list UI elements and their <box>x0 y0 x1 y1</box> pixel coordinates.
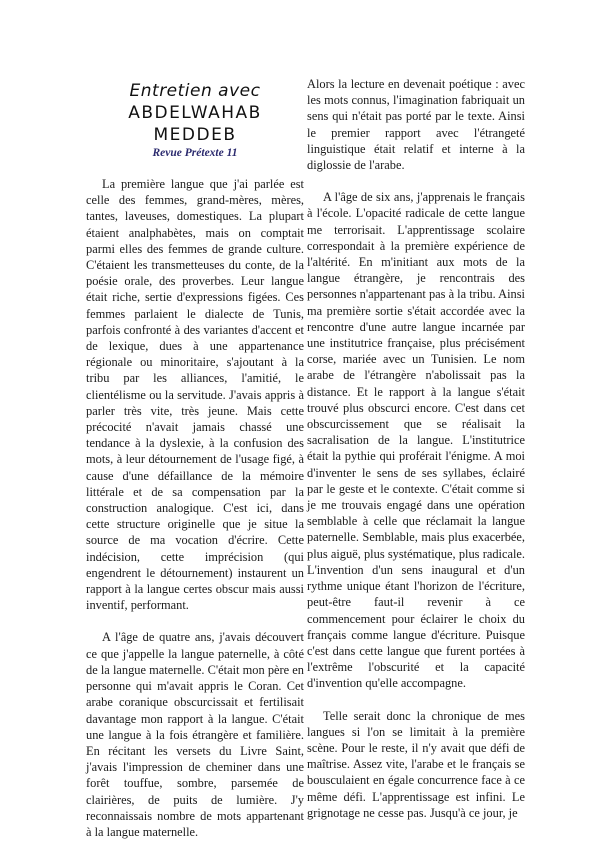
paragraph-gap <box>307 692 525 708</box>
article-title-block <box>86 80 304 159</box>
title-line-author-last: MEDDEB <box>153 125 237 145</box>
publication-subtitle: Revue Prétexte 11 <box>152 147 238 159</box>
title-line-1: Entretien avec <box>129 81 261 101</box>
paragraph: La première langue que j'ai parlée est celle des femmes, grand-mères, mères, tantes, laveuses, domestiques. La plupart étaient analphabètes, mais on comptait parmi elles des femmes de grande culture. C'étaient les transmetteuses du conte, de la poésie orale, des proverbes. Leur langue était riche, sertie d'expressions figées. Ces femmes parlaient le dialecte de Tunis, parfois confronté à des variantes d'accent et de lexique, dues à une appartenance régionale ou minoritaire, s'ajoutant à la tribu par les alliances, l'amitié, le clientélisme ou la servitude. J'avais appris à parler très vite, très jeune. Mais cette précocité n'avait jamais chassé une tendance à la dyslexie, à la confusion des mots, à leur détournement de l'usage figé, à cause d'une défaillance de la mémoire littérale et de sa compensation par la construction analogique. C'est ici, dans cette structure originelle que je situe la source de ma vocation d'écrire. Cette indécision, cette imprécision (qui engendrent le détournement) instaurent un rapport à la langue certes obscur mais aussi inventif, performant. <box>86 177 304 613</box>
right-column <box>307 76 525 821</box>
left-column <box>86 176 304 840</box>
paragraph: A l'âge de six ans, j'apprenais le français à l'école. L'opacité radicale de cette langue me terrorisait. L'apprentissage scolaire correspondait à la première expérience de l'altérité. En m'initiant aux mots de la langue étrangère, je rencontrais des personnes n'appartenant pas à la tribu. Ainsi ma première sortie s'était accordée avec la rencontre d'une autre langue incarnée par une institutrice française, plus précisément corse, mariée avec un Tunisien. Le nom arabe de l'étrangère n'abolissait pas la distance. Et le rapport à la langue s'était trouvé plus obscurci encore. C'est dans cet obscurcissement que se réalisait la sacralisation de la langue. L'institutrice était la pythie qui proférait l'énigme. A moi d'inventer le sens de ses syllabes, éclairé par le geste et le contexte. C'était comme si je me trouvais engagé dans une opération semblable à celle que réclamait la langue paternelle. Semblable, mais plus exacerbée, plus aiguë, plus systématique, plus radicale. L'invention d'un sens inaugural et d'un rythme unique étant l'horizon de l'écriture, peut-être faut-il revenir à ce commencement pour éclairer le choix du français comme langue d'écriture. Puisque c'est dans cette langue que furent portées à l'extrême l'obscurité et la capacité d'invention qu'elle accompagne. <box>307 190 525 691</box>
paragraph-gap <box>307 173 525 189</box>
title-line-author-first: ABDELWAHAB <box>128 103 262 123</box>
paragraph: A l'âge de quatre ans, j'avais découvert ce que j'appelle la langue paternelle, à côté de la langue maternelle. C'était mon père en personne qui m'avait appris le Coran. Cet arabe coranique obscurcissait et fertilisait davantage mon rapport à la langue. C'était une langue à la fois étrangère et familière. En récitant les versets du Livre Saint, j'avais l'impression de cheminer dans une forêt touffue, sombre, parsemée de clairières, de puits de lumière. J'y reconnaissais nombre de mots appartenant à la langue maternelle. <box>86 630 304 839</box>
paragraph: Alors la lecture en devenait poétique : avec les mots connus, l'imagination fabriquait un sens qui n'était pas porté par le texte. Ainsi le premier rapport avec l'étrangeté linguistique était relatif et interne à la diglossie de l'arabe. <box>307 77 525 173</box>
paragraph: Telle serait donc la chronique de mes langues si l'on se limitait à la première scène. Pour le reste, il n'y avait que défi de maîtrise. Assez vite, l'arabe et le français se bousculaient en égale concurrence face à ce même défi. L'apprentissage est infini. Le grignotage ne cesse pas. Jusqu'à ce jour, je <box>307 708 525 820</box>
paragraph-gap <box>86 613 304 629</box>
